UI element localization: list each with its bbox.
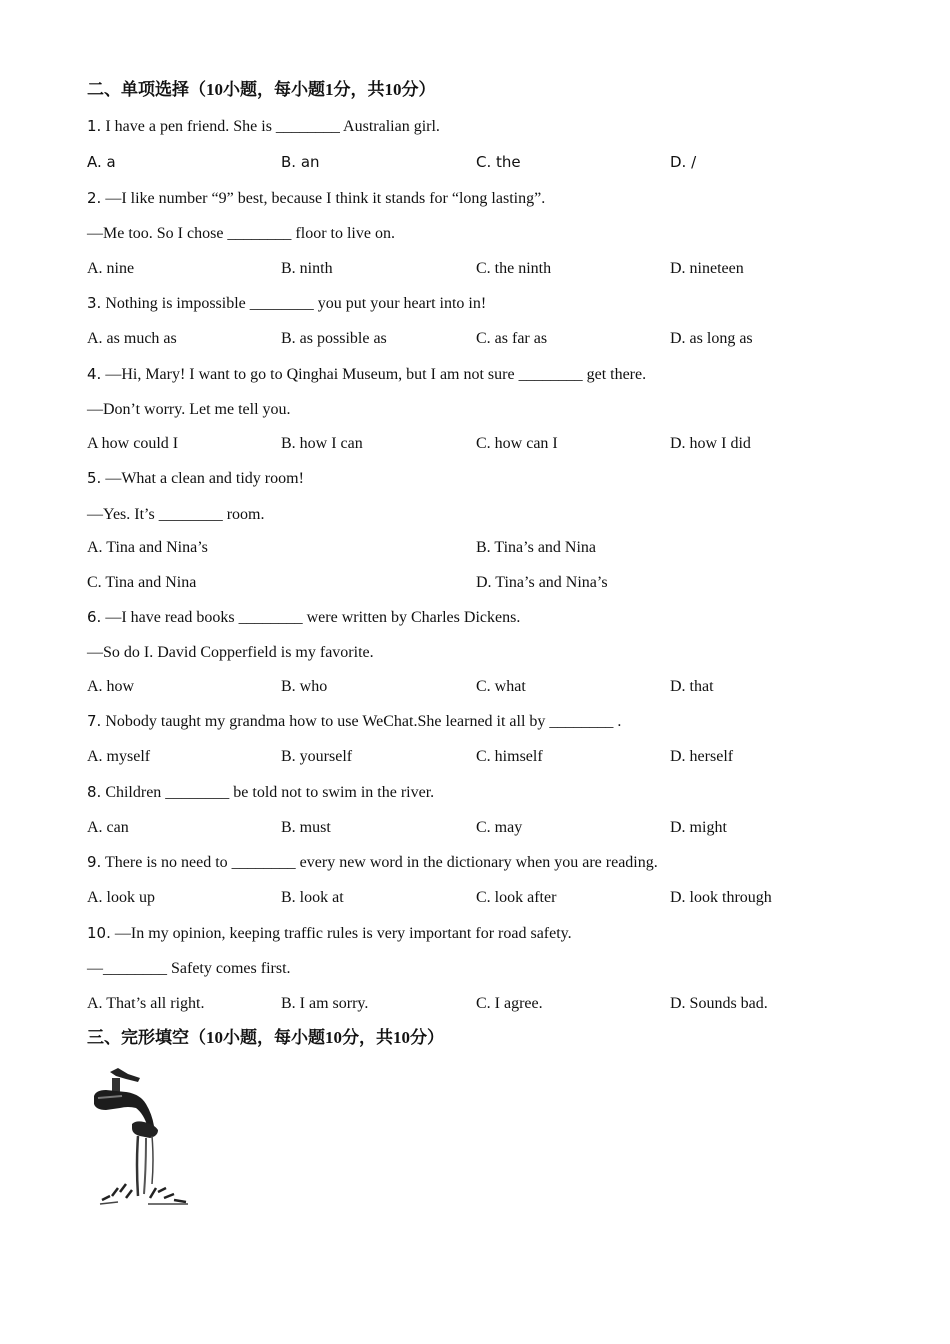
q2-option-c[interactable]: C. the ninth [476,260,552,277]
question-2 [87,188,545,209]
question-6-reply: —So do I. David Copperfield is my favorite. [87,644,374,661]
question-number: 2. [87,189,102,207]
q10-option-a[interactable]: A. That’s all right. [87,995,205,1012]
q2-option-d[interactable]: D. nineteen [670,260,744,277]
q4-option-c[interactable]: C. how can I [476,435,558,452]
question-10 [87,923,572,944]
q9-option-d[interactable]: D. look through [670,889,772,906]
q8-option-b[interactable]: B. must [281,819,331,836]
question-2-reply: —Me too. So I chose ________ floor to live on. [87,225,395,242]
question-8 [87,782,434,803]
question-number: 5. [87,469,102,487]
q3-option-a[interactable]: A. as much as [87,330,177,347]
q5-option-d[interactable]: D. Tina’s and Nina’s [476,574,608,591]
q1-option-c[interactable]: C. the [476,153,521,171]
question-number: 1. [87,117,102,135]
q6-option-b[interactable]: B. who [281,678,328,695]
question-number: 4. [87,365,102,383]
q7-option-a[interactable]: A. myself [87,748,151,765]
q2-option-a[interactable]: A. nine [87,260,135,277]
q7-option-b[interactable]: B. yourself [281,748,353,765]
question-number: 3. [87,294,102,312]
question-number: 9. [87,853,102,871]
q10-option-d[interactable]: D. Sounds bad. [670,995,768,1012]
q9-option-b[interactable]: B. look at [281,889,344,906]
q4-option-b[interactable]: B. how I can [281,435,363,452]
question-text: There is no need to ________ every new word in the dictionary when you are reading. [105,854,658,871]
question-text: —I like number “9” best, because I think it stands for “long lasting”. [105,190,546,207]
question-number: 10. [87,924,111,942]
q3-option-b[interactable]: B. as possible as [281,330,387,347]
q8-option-a[interactable]: A. can [87,819,129,836]
question-text: Nobody taught my grandma how to use WeChat.She learned it all by ________ . [105,713,622,730]
q1-option-b[interactable]: B. an [281,153,320,171]
section-heading-multiple-choice: 二、单项选择（10小题，每小题1分，共10分） [87,80,436,99]
question-text: Children ________ be told not to swim in the river. [105,784,435,801]
q9-option-c[interactable]: C. look after [476,889,557,906]
question-text: I have a pen friend. She is ________ Australian girl. [105,118,440,135]
question-10-reply: —________ Safety comes first. [87,960,291,977]
q5-option-c[interactable]: C. Tina and Nina [87,574,197,591]
q3-option-d[interactable]: D. as long as [670,330,753,347]
q1-option-a[interactable]: A. a [87,153,116,171]
question-6 [87,607,520,628]
q3-option-c[interactable]: C. as far as [476,330,548,347]
q1-option-d[interactable]: D. / [670,153,697,171]
question-5-reply: —Yes. It’s ________ room. [87,506,265,523]
question-number: 6. [87,608,102,626]
q4-option-a[interactable]: A how could I [87,435,179,452]
q4-option-d[interactable]: D. how I did [670,435,751,452]
q10-option-c[interactable]: C. I agree. [476,995,543,1012]
q6-option-a[interactable]: A. how [87,678,135,695]
section-heading-cloze: 三、完形填空（10小题，每小题10分，共10分） [87,1028,444,1047]
q8-option-c[interactable]: C. may [476,819,523,836]
question-text: —Hi, Mary! I want to go to Qinghai Museum, but I am not sure ________ get there. [105,366,647,383]
q5-option-a[interactable]: A. Tina and Nina’s [87,539,208,556]
question-9 [87,852,658,873]
question-text: —In my opinion, keeping traffic rules is very important for road safety. [114,925,572,942]
q6-option-d[interactable]: D. that [670,678,714,695]
q10-option-b[interactable]: B. I am sorry. [281,995,369,1012]
question-5 [87,468,304,489]
q5-option-b[interactable]: B. Tina’s and Nina [476,539,597,556]
question-7 [87,711,621,732]
question-number: 7. [87,712,102,730]
q9-option-a[interactable]: A. look up [87,889,155,906]
q7-option-c[interactable]: C. himself [476,748,543,765]
faucet-illustration-icon [88,1064,194,1206]
question-text: —I have read books ________ were written by Charles Dickens. [105,609,521,626]
question-3 [87,293,486,314]
question-text: Nothing is impossible ________ you put your heart into in! [105,295,487,312]
q6-option-c[interactable]: C. what [476,678,526,695]
q8-option-d[interactable]: D. might [670,819,727,836]
question-4 [87,364,646,385]
question-1 [87,116,440,137]
q7-option-d[interactable]: D. herself [670,748,734,765]
q2-option-b[interactable]: B. ninth [281,260,333,277]
question-number: 8. [87,783,102,801]
question-text: —What a clean and tidy room! [105,470,304,487]
question-4-reply: —Don’t worry. Let me tell you. [87,401,291,418]
